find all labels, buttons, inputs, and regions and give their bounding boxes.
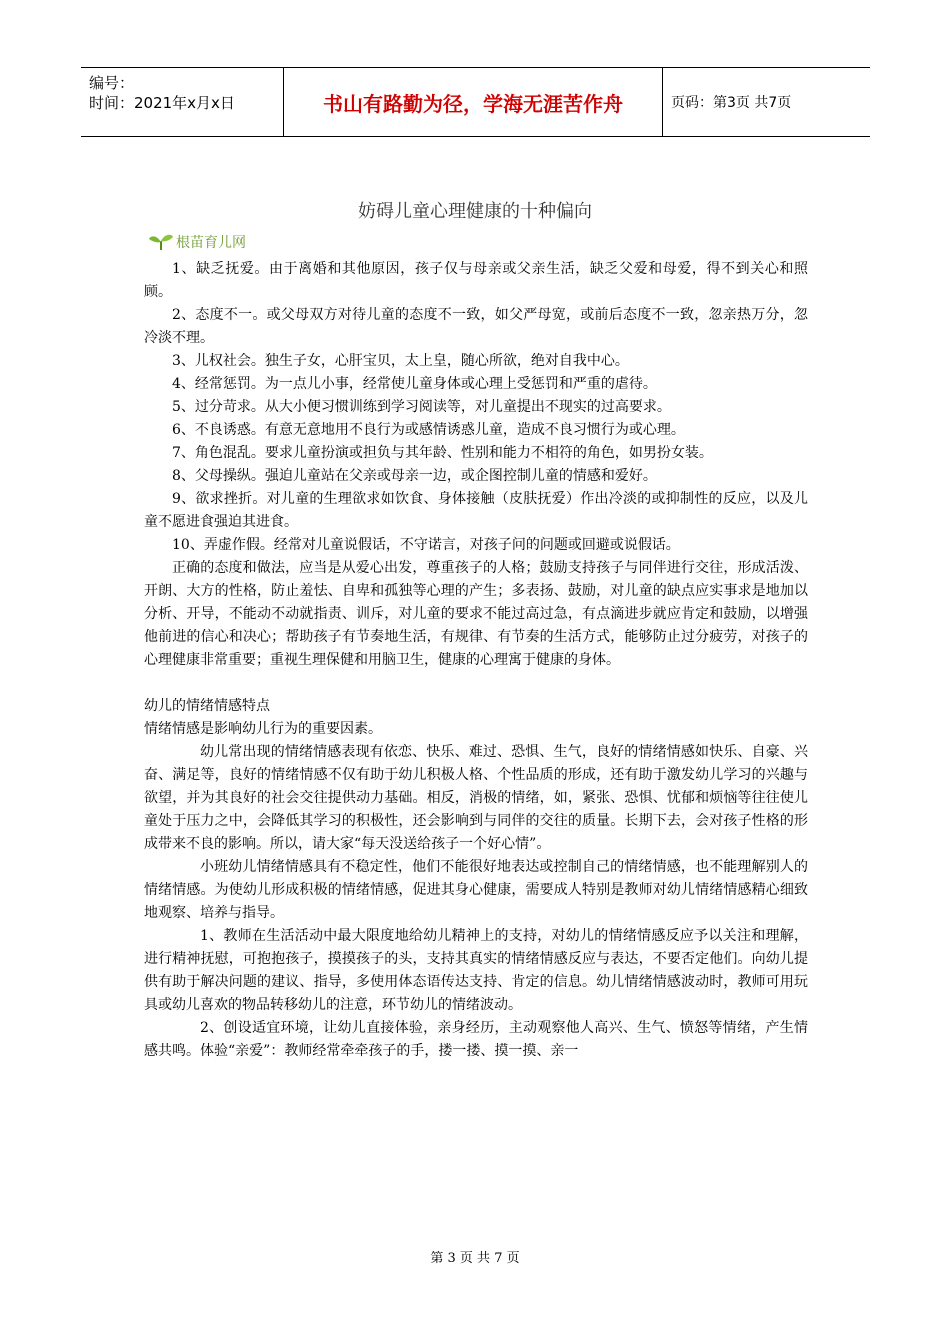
paragraph: 6、不良诱惑。有意无意地用不良行为或感情诱惑儿童，造成不良习惯行为或心理。 <box>172 422 685 438</box>
page-footer: 第 3 页 共 7 页 <box>430 1251 520 1266</box>
paragraph: 2、态度不一。或父母双方对待儿童的态度不一致，如父严母宽，或前后态度不一致，忽亲热万分，忽冷淡不理。 <box>144 307 808 346</box>
paragraph: 7、角色混乱。要求儿童扮演或担负与其年龄、性别和能力不相符的角色，如男扮女装。 <box>172 445 713 461</box>
sprout-icon <box>148 233 174 251</box>
section-intro: 情绪情感是影响幼儿行为的重要因素。 <box>144 721 382 737</box>
motto: 书山有路勤为径，学海无涯苦作舟 <box>323 91 623 116</box>
time-label: 时间：2021年x月x日 <box>89 94 235 112</box>
paragraph: 9、欲求挫折。对儿童的生理欲求如饮食、身体接触（皮肤抚爱）作出冷淡的或抑制性的反应，以及儿童不愿进食强迫其进食。 <box>144 491 808 530</box>
source-name: 根苗育儿网 <box>176 235 246 251</box>
paragraph: 3、儿权社会。独生子女，心肝宝贝，太上皇，随心所欲，绝对自我中心。 <box>172 353 629 369</box>
header-motto-cell <box>283 68 663 136</box>
paragraph: 小班幼儿情绪情感具有不稳定性，他们不能很好地表达或控制自己的情绪情感，也不能理解别人的情绪情感。为使幼儿形成积极的情绪情感，促进其身心健康，需要成人特别是教师对幼儿情绪情感精心细致地观察、培养与指导。 <box>144 859 808 921</box>
spacer <box>144 672 808 695</box>
page-info: 页码：第3页 共7页 <box>671 95 792 111</box>
document-header <box>81 67 870 137</box>
section-heading: 幼儿的情绪情感特点 <box>144 698 270 714</box>
paragraph: 1、缺乏抚爱。由于离婚和其他原因，孩子仅与母亲或父亲生活，缺乏父爱和母爱，得不到关心和照顾。 <box>144 261 808 300</box>
document-body <box>144 258 808 1063</box>
number-label: 编号： <box>89 74 135 92</box>
paragraph: 5、过分苛求。从大小便习惯训练到学习阅读等，对儿童提出不现实的过高要求。 <box>172 399 671 415</box>
paragraph: 幼儿常出现的情绪情感表现有依恋、快乐、难过、恐惧、生气，良好的情绪情感如快乐、自豪、兴奋、满足等，良好的情绪情感不仅有助于幼儿积极人格、个性品质的形成，还有助于激发幼儿学习的兴趣与欲望，并为其良好的社会交往提供动力基础。相反，消极的情绪，如，紧张、恐惧、忧郁和烦恼等往往使儿童处于压力之中，会降低其学习的积极性，还会影响到与同伴的交往的质量。长期下去，会对孩子性格的形成带来不良的影响。所以，请大家“每天没送给孩子一个好心情”。 <box>144 744 808 852</box>
paragraph: 4、经常惩罚。为一点儿小事，经常使儿童身体或心理上受惩罚和严重的虐待。 <box>172 376 657 392</box>
page-title: 妨碍儿童心理健康的十种偏向 <box>358 201 592 222</box>
paragraph: 8、父母操纵。强迫儿童站在父亲或母亲一边，或企图控制儿童的情感和爱好。 <box>172 468 657 484</box>
source-line <box>148 232 246 252</box>
paragraph: 1、教师在生活活动中最大限度地给幼儿精神上的支持，对幼儿的情绪情感反应予以关注和理解，进行精神抚慰，可抱抱孩子，摸摸孩子的头，支持其真实的情绪情感反应与表达，不要否定他们。向幼儿提供有助于解决问题的建议、指导，多使用体态语传达支持、肯定的信息。幼儿情绪情感波动时，教师可用玩具或幼儿喜欢的物品转移幼儿的注意，环节幼儿的情绪波动。 <box>144 928 808 1013</box>
paragraph: 10、弄虚作假。经常对儿童说假话，不守诺言，对孩子问的问题或回避或说假话。 <box>172 537 680 553</box>
paragraph: 正确的态度和做法，应当是从爱心出发，尊重孩子的人格；鼓励支持孩子与同伴进行交往，形成活泼、开朗、大方的性格，防止羞怯、自卑和孤独等心理的产生；多表扬、鼓励，对儿童的缺点应实事求是地加以分析、开导，不能动不动就指责、训斥，对儿童的要求不能过高过急，有点滴进步就应肯定和鼓励，以增强他前进的信心和决心；帮助孩子有节奏地生活，有规律、有节奏的生活方式，能够防止过分疲劳，对孩子的心理健康非常重要；重视生理保健和用脑卫生，健康的心理寓于健康的身体。 <box>144 560 808 668</box>
header-meta <box>81 68 281 136</box>
paragraph: 2、创设适宜环境，让幼儿直接体验，亲身经历，主动观察他人高兴、生气、愤怒等情绪，产生情感共鸣。体验“亲爱”：教师经常牵牵孩子的手，搂一搂、摸一摸、亲一 <box>144 1020 808 1059</box>
